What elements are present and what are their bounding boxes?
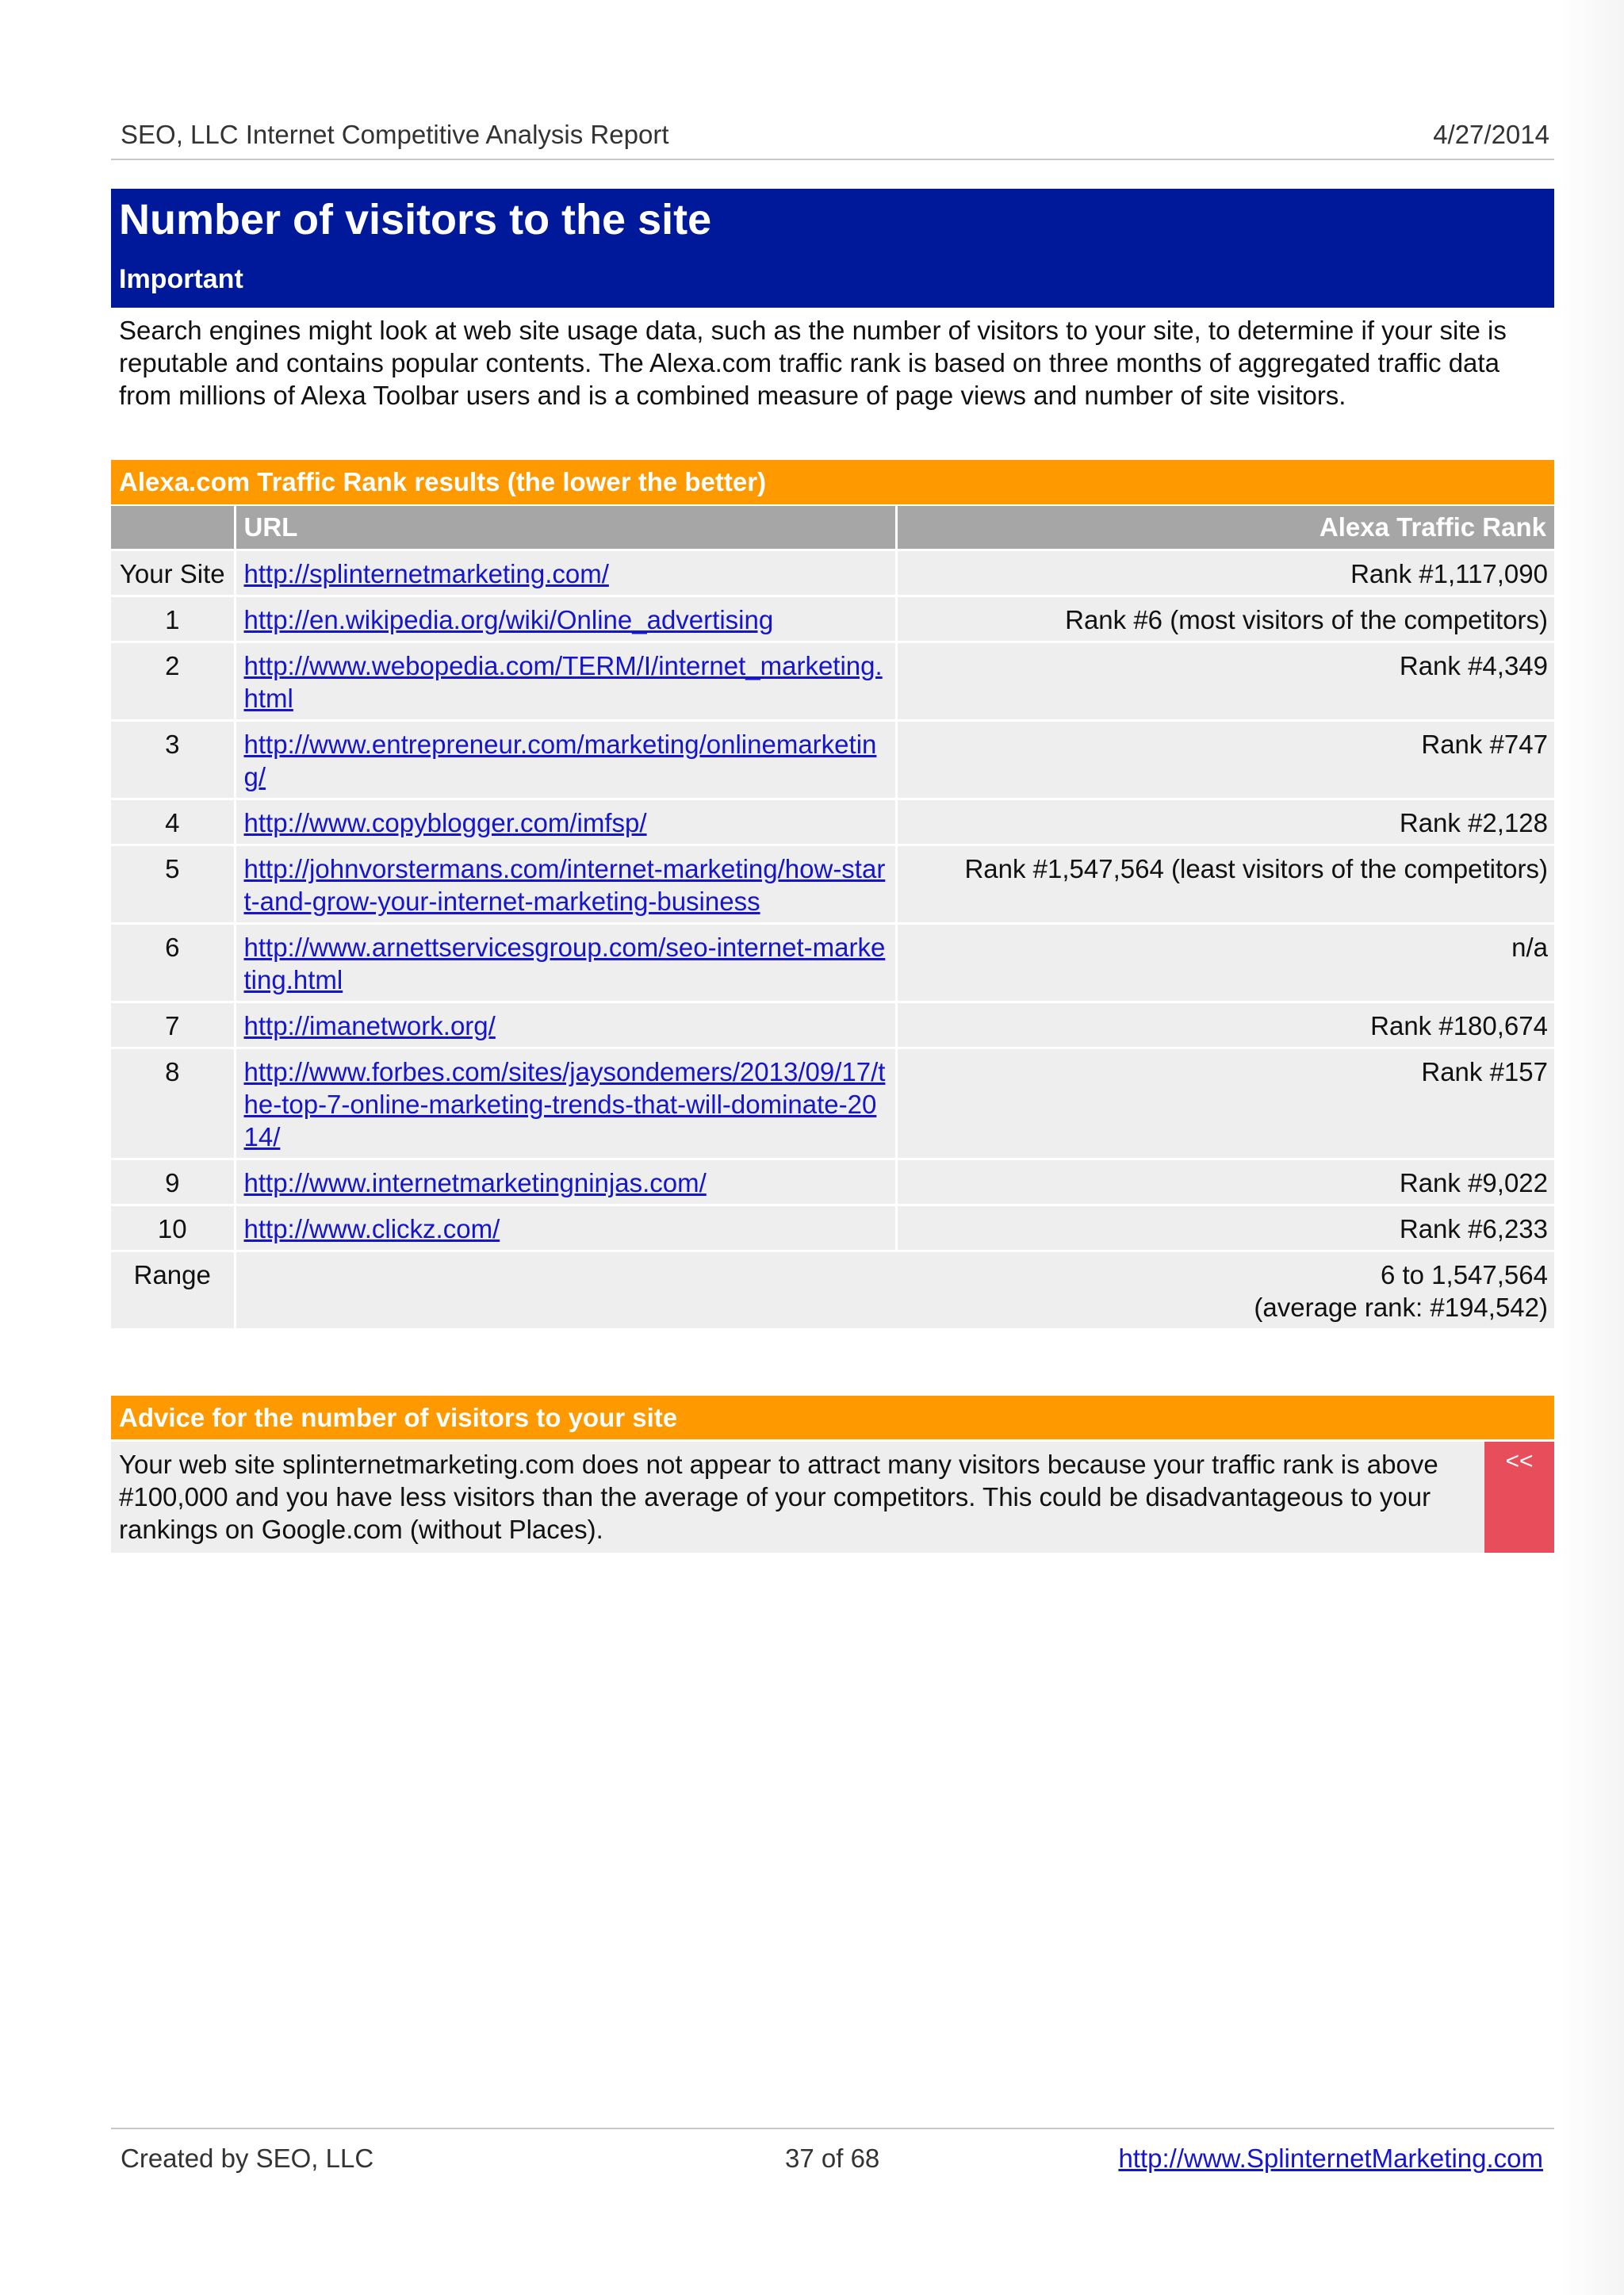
- table-row: [111, 1205, 1554, 1251]
- row-label: 6: [111, 924, 235, 1002]
- table-row: [111, 550, 1554, 596]
- url-link[interactable]: http://www.copyblogger.com/imfsp/: [243, 808, 647, 837]
- range-value: 6 to 1,547,564: [1380, 1260, 1548, 1289]
- report-footer: [111, 2128, 1554, 2185]
- section-description: Search engines might look at web site usage data, such as the number of visitors to your site, to determine if your site is reputable and contains popular contents. The Alexa.com traffic rank is based on three months of aggregated traffic data from millions of Alexa Toolbar users and is a combined measure of page views and number of site visitors.: [119, 316, 1507, 410]
- row-rank: Rank #6 (most visitors of the competitors): [896, 596, 1554, 642]
- url-link[interactable]: http://www.clickz.com/: [243, 1214, 500, 1243]
- range-average: (average rank: #194,542): [1254, 1293, 1548, 1322]
- row-rank: n/a: [896, 924, 1554, 1002]
- url-link[interactable]: http://www.webopedia.com/TERM/I/internet_marketing.html: [243, 651, 883, 713]
- url-link[interactable]: http://johnvorstermans.com/internet-marketing/how-start-and-grow-your-internet-marketing-business: [243, 854, 886, 916]
- row-rank: Rank #157: [896, 1048, 1554, 1159]
- table-row: [111, 721, 1554, 799]
- page-number: 37 of 68: [785, 2144, 880, 2173]
- advice-title-text: Advice for the number of visitors to your site: [119, 1403, 678, 1432]
- rank-table-title-text: Alexa.com Traffic Rank results (the lower the better): [119, 467, 767, 496]
- row-label: 7: [111, 1002, 235, 1048]
- row-rank: Rank #180,674: [896, 1002, 1554, 1048]
- row-rank: Rank #1,547,564 (least visitors of the competitors): [896, 845, 1554, 924]
- column-header-label: [111, 506, 235, 550]
- advice-box: [111, 1442, 1554, 1553]
- row-rank: Rank #747: [896, 721, 1554, 799]
- column-header-rank: Alexa Traffic Rank: [896, 506, 1554, 550]
- row-rank: Rank #6,233: [896, 1205, 1554, 1251]
- row-label: 2: [111, 642, 235, 721]
- row-label: 8: [111, 1048, 235, 1159]
- url-link[interactable]: http://www.internetmarketingninjas.com/: [243, 1168, 707, 1197]
- url-link[interactable]: http://splinternetmarketing.com/: [243, 559, 609, 588]
- rank-table-title: [111, 460, 1554, 504]
- url-link[interactable]: http://imanetwork.org/: [243, 1011, 496, 1040]
- advice-title: [111, 1396, 1554, 1439]
- table-row: [111, 596, 1554, 642]
- column-header-url: URL: [235, 506, 896, 550]
- table-row: [111, 845, 1554, 924]
- table-header-row: [111, 506, 1554, 550]
- range-values: [235, 1251, 1554, 1330]
- footer-credit: Created by SEO, LLC: [121, 2144, 374, 2173]
- table-row: [111, 1048, 1554, 1159]
- report-title: SEO, LLC Internet Competitive Analysis Report: [121, 120, 669, 149]
- back-to-top-button[interactable]: [1484, 1442, 1554, 1553]
- range-label: Range: [111, 1251, 235, 1330]
- row-rank: Rank #2,128: [896, 799, 1554, 845]
- table-row: [111, 642, 1554, 721]
- row-label: 5: [111, 845, 235, 924]
- footer-link[interactable]: http://www.SplinternetMarketing.com: [1118, 2144, 1543, 2173]
- url-link[interactable]: http://www.forbes.com/sites/jaysondemers/2013/09/17/the-top-7-online-marketing-trends-that-will-dominate-2014/: [243, 1057, 886, 1151]
- table-row: [111, 799, 1554, 845]
- url-link[interactable]: http://en.wikipedia.org/wiki/Online_advertising: [243, 605, 774, 634]
- row-rank: Rank #4,349: [896, 642, 1554, 721]
- advice-text: Your web site splinternetmarketing.com does not appear to attract many visitors because your traffic rank is above #100,000 and you have less visitors than the average of your competitors. This could be disadvantageous to your rankings on Google.com (without Places).: [119, 1450, 1438, 1544]
- row-rank: Rank #9,022: [896, 1159, 1554, 1205]
- row-label: 10: [111, 1205, 235, 1251]
- range-row: [111, 1251, 1554, 1330]
- section-title-band: [111, 189, 1554, 308]
- url-link[interactable]: http://www.arnettservicesgroup.com/seo-internet-marketing.html: [243, 933, 886, 994]
- row-label: 3: [111, 721, 235, 799]
- report-header: [111, 115, 1554, 160]
- row-label: 4: [111, 799, 235, 845]
- table-row: [111, 1159, 1554, 1205]
- traffic-rank-table: [111, 506, 1554, 1331]
- back-label: <<: [1505, 1448, 1534, 1474]
- table-row: [111, 924, 1554, 1002]
- row-label: 1: [111, 596, 235, 642]
- row-label: Your Site: [111, 550, 235, 596]
- section-title: Number of visitors to the site: [119, 196, 712, 243]
- report-date: 4/27/2014: [1433, 120, 1549, 149]
- page-edge-shadow: [1561, 0, 1624, 2295]
- table-row: [111, 1002, 1554, 1048]
- row-label: 9: [111, 1159, 235, 1205]
- row-rank: Rank #1,117,090: [896, 550, 1554, 596]
- url-link[interactable]: http://www.entrepreneur.com/marketing/onlinemarketing/: [243, 730, 877, 791]
- importance-label: Important: [119, 264, 243, 294]
